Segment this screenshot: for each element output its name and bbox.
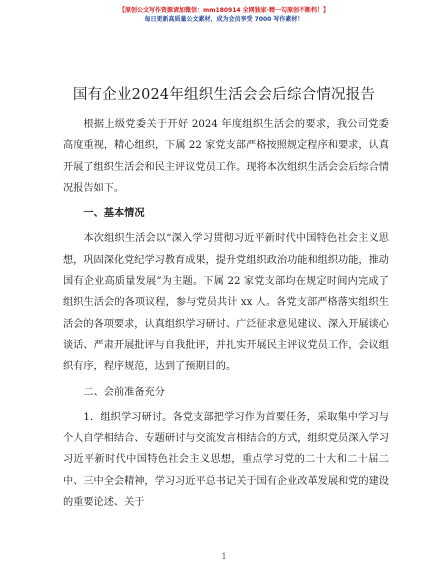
intro-paragraph: 根据上级党委关于开好 2024 年度组织生活会的要求，我公司党委高度重视，精心组织，下属 22 家党支部严格按照规定程序和要求，认真开展了组织生活会和民主评议党员工作。现将本次组织生活会会后综合情况报告如下。 [63, 119, 389, 194]
section-2-paragraph: 1．组织学习研讨。各党支部把学习作为首要任务，采取集中学习与个人自学相结合、专题研讨与交流发言相结合的方式，组织党员深入学习习近平新时代中国特色社会主义思想，重点学习党的二十大和二十届二中、三中全会精神，学习习近平总书记关于国有企业改革发展和党的建设的重要论述、关于 [63, 411, 389, 509]
page-number: 1 [221, 552, 227, 561]
section-1-paragraph: 本次组织生活会以“深入学习贯彻习近平新时代中国特色社会主义思想，巩固深化党纪学习教育成果，提升党组织政治功能和组织功能，推动国有企业高质量发展”为主题。下属 22 家党支部均在规定时间内完成了组织生活会的各项议程，参与党员共计 xx 人。各党支部严格落实组织生活会的各项要求，认真组织学习研讨、广泛征求意见建议、深入开展谈心谈话、严肃开展批评与自我批评，并扎实开展民主评议党员工作，会议组织有序，程序规范，达到了预期目的。 [63, 233, 389, 373]
banner-line-1: 【原创公文写作资源请加微信：mm180914 全网独家·精一勾原创不断档！】 [119, 7, 329, 14]
section-2-heading: 二、会前准备充分 [83, 386, 165, 398]
document-body [63, 114, 389, 513]
header-banner [0, 6, 448, 24]
document-title: 国有企业2024年组织生活会会后综合情况报告 [72, 87, 376, 103]
section-1-heading: 一、基本情况 [83, 207, 145, 220]
banner-line-2: 每日更新高质量公文素材，成为会员享受 7000 写作素材！ [144, 16, 304, 23]
